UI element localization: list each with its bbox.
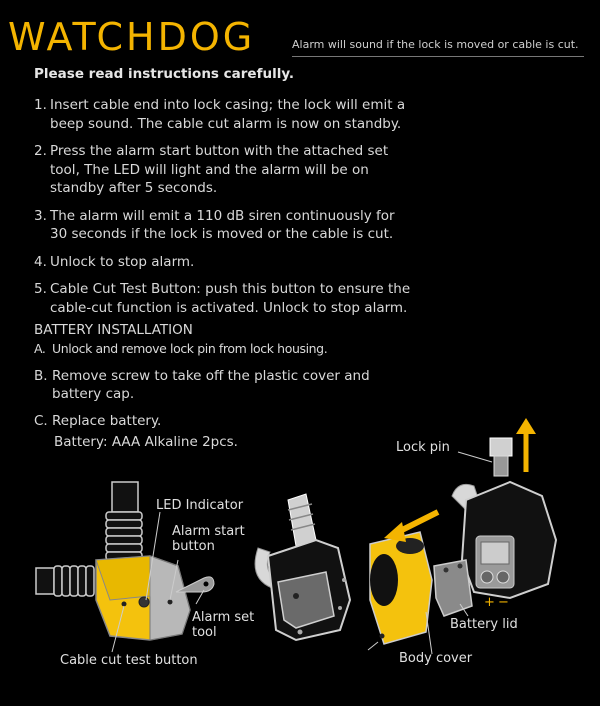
battery-step-number: B. <box>34 368 48 384</box>
label-alarm-start-1: Alarm start <box>172 524 245 539</box>
step-number: 1. <box>34 97 47 113</box>
tagline: Alarm will sound if the lock is moved or cable is cut. <box>292 38 579 51</box>
battery-installation-title: BATTERY INSTALLATION <box>34 322 193 338</box>
step-text: Unlock to stop alarm. <box>50 253 195 270</box>
battery-step-number: A. <box>34 341 46 356</box>
label-alarm-start-2: button <box>172 539 215 554</box>
step-number: 5. <box>34 281 47 297</box>
step-text: The alarm will emit a 110 dB siren continuously for 30 seconds if the lock is moved or the cable is cut. <box>50 207 395 242</box>
battery-step-text: Remove screw to take off the plastic cover and battery cap. <box>52 368 370 402</box>
label-cable-cut-test: Cable cut test button <box>60 653 198 668</box>
instructions-heading: Please read instructions carefully. <box>34 66 295 82</box>
battery-step-text: Replace battery. <box>52 413 162 429</box>
step-number: 2. <box>34 143 47 159</box>
step-text: Insert cable end into lock casing; the lock will emit a beep sound. The cable cut alarm is now on standby. <box>50 97 406 132</box>
label-alarm-set-1: Alarm set <box>192 610 255 625</box>
brand-logo: WATCHDOG <box>8 15 256 59</box>
label-alarm-set-2: tool <box>192 625 217 640</box>
step-number: 4. <box>34 253 47 270</box>
step-text: Press the alarm start button with the attached set tool, The LED will light and the alarm will be on standby after 5 seconds. <box>50 143 389 196</box>
label-battery-lid: Battery lid <box>450 617 518 632</box>
battery-plus-sign: + <box>484 595 495 610</box>
battery-step-text: Unlock and remove lock pin from lock housing. <box>52 341 328 356</box>
label-body-cover: Body cover <box>399 651 473 666</box>
battery-minus-sign: − <box>498 595 509 610</box>
lock-side-view-illustration <box>255 494 350 640</box>
label-lock-pin: Lock pin <box>396 440 450 455</box>
label-led-indicator: LED Indicator <box>156 498 244 513</box>
step-number: 3. <box>34 207 47 224</box>
battery-note: Battery: AAA Alkaline 2pcs. <box>54 434 238 450</box>
battery-step-number: C. <box>34 413 48 429</box>
step-text: Cable Cut Test Button: push this button to ensure the cable-cut function is activated. Unlock to stop alarm. <box>50 281 411 316</box>
